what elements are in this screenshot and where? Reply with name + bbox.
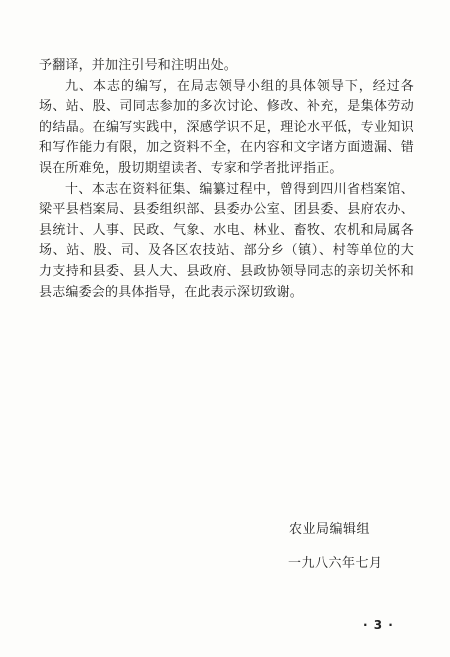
signature-organization: 农业局编辑组 bbox=[289, 522, 371, 537]
page-number: · 3 · bbox=[363, 618, 394, 632]
paragraph-continuation: 予翻译，并加注引号和注明出处。 bbox=[39, 58, 238, 73]
body-text bbox=[39, 56, 414, 303]
paragraph-item-9: 九、本志的编写，在局志领导小组的具体领导下，经过各场、站、股、司同志参加的多次讨论、修改、补充，是集体劳动的结晶。在编写实践中，深感学识不足，理论水平低，专业知识和写作能力有限，加之资料不全，在内容和文字诸方面遗漏、错误在所难免，殷切期望读者、专家和学者批评指正。 bbox=[39, 78, 414, 176]
signature-date: 一九八六年七月 bbox=[288, 556, 383, 571]
paragraph-item-10: 十、本志在资料征集、编纂过程中，曾得到四川省档案馆、梁平县档案局、县委组织部、县委办公室、团县委、县府农办、县统计、人事、民政、气象、水电、林业、畜牧、农机和局属各场、站、股、司、及各区农技站、部分乡（镇）、村等单位的大力支持和县委、县人大、县政府、县政协领导同志的亲切关怀和县志编委会的具体指导，在此表示深切致谢。 bbox=[39, 181, 414, 300]
